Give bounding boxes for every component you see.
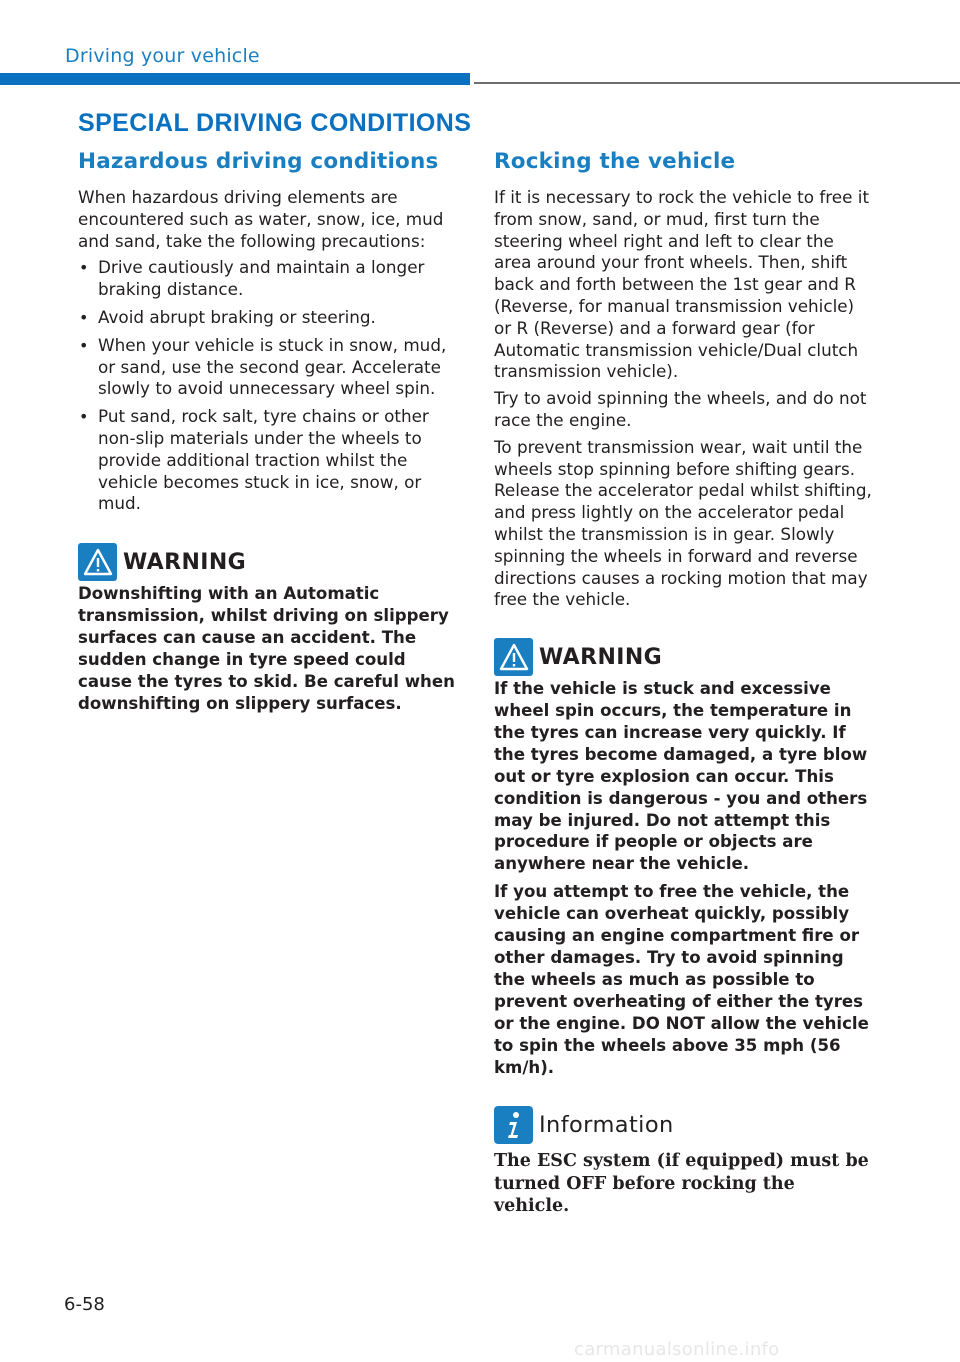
information-text: The ESC system (if equipped) must be turned OFF before rocking the vehicle. bbox=[494, 1151, 869, 1217]
warning-label: WARNING bbox=[539, 644, 663, 670]
list-item: • Put sand, rock salt, tyre chains or other non-slip materials under the wheels to provide additional traction whilst the vehicle becomes stuck in ice, snow, or mud. bbox=[79, 406, 429, 514]
hazardous-conditions-heading: Hazardous driving conditions bbox=[78, 149, 439, 174]
header-accent-bar bbox=[0, 73, 470, 85]
warning-triangle-icon bbox=[78, 543, 117, 581]
warning-header-right bbox=[494, 638, 874, 676]
warning-label: WARNING bbox=[123, 549, 247, 575]
page-number: 6-58 bbox=[64, 1294, 105, 1315]
list-item: • When your vehicle is stuck in snow, mud, or sand, use the second gear. Accelerate slowly to avoid unnecessary wheel spin. bbox=[79, 334, 447, 399]
hazardous-intro: When hazardous driving elements are encountered such as water, snow, ice, mud and sand, take the following precautions: bbox=[78, 187, 444, 251]
chapter-title: Driving your vehicle bbox=[65, 45, 260, 67]
rocking-paragraph-2: Try to avoid spinning the wheels, and do not race the engine. bbox=[494, 388, 867, 430]
info-icon bbox=[494, 1106, 533, 1144]
left-column bbox=[78, 144, 458, 721]
header-rule bbox=[474, 82, 960, 84]
warning-paragraph-1: If the vehicle is stuck and excessive wheel spin occurs, the temperature in the tyres can increase very quickly. If the tyres become damaged, a tyre blow out or tyre explosion can occur. This condition is dangerous - you and others may be injured. Do not attempt this procedure if people or objects are anywhere near the vehicle. bbox=[494, 679, 868, 874]
list-item: • Drive cautiously and maintain a longer braking distance. bbox=[79, 257, 425, 300]
rocking-vehicle-heading: Rocking the vehicle bbox=[494, 149, 736, 174]
warning-text-left: Downshifting with an Automatic transmission, whilst driving on slippery surfaces can cause an accident. The sudden change in tyre speed could cause the tyres to skid. Be careful when downshifting on slippery surfaces. bbox=[78, 584, 455, 713]
section-title: SPECIAL DRIVING CONDITIONS bbox=[78, 109, 472, 137]
rocking-paragraph-3: To prevent transmission wear, wait until the wheels stop spinning before shifting gears. Release the accelerator pedal whilst shifting, and press lightly on the accelerator pedal whilst the transmission is in gear. Slowly spinning the wheels in forward and reverse directions causes a rocking motion that may free the vehicle. bbox=[494, 436, 872, 610]
information-header bbox=[494, 1106, 874, 1144]
warning-paragraph-2: If you attempt to free the vehicle, the vehicle can overheat quickly, possibly causing an engine compartment fire or other damages. Try to avoid spinning the wheels as much as possible to prevent overheating of either the tyres or the engine. DO NOT allow the vehicle to spin the wheels above 35 mph (56 km/h). bbox=[494, 882, 869, 1077]
precautions-list bbox=[78, 257, 458, 515]
list-item: • Avoid abrupt braking or steering. bbox=[79, 306, 376, 327]
right-column bbox=[494, 144, 874, 1218]
warning-header-left bbox=[78, 543, 458, 581]
watermark: carmanualsonline.info bbox=[574, 1339, 780, 1360]
rocking-paragraph-1: If it is necessary to rock the vehicle to free it from snow, sand, or mud, first turn the steering wheel right and left to clear the area around your front wheels. Then, shift back and forth between the 1st gear and R (Reverse, for manual transmission vehicle) or R (Reverse) and a forward gear (for Automatic transmission vehicle/Dual clutch transmission vehicle). bbox=[494, 187, 870, 382]
warning-triangle-icon bbox=[494, 638, 533, 676]
information-label: Information bbox=[539, 1112, 674, 1139]
